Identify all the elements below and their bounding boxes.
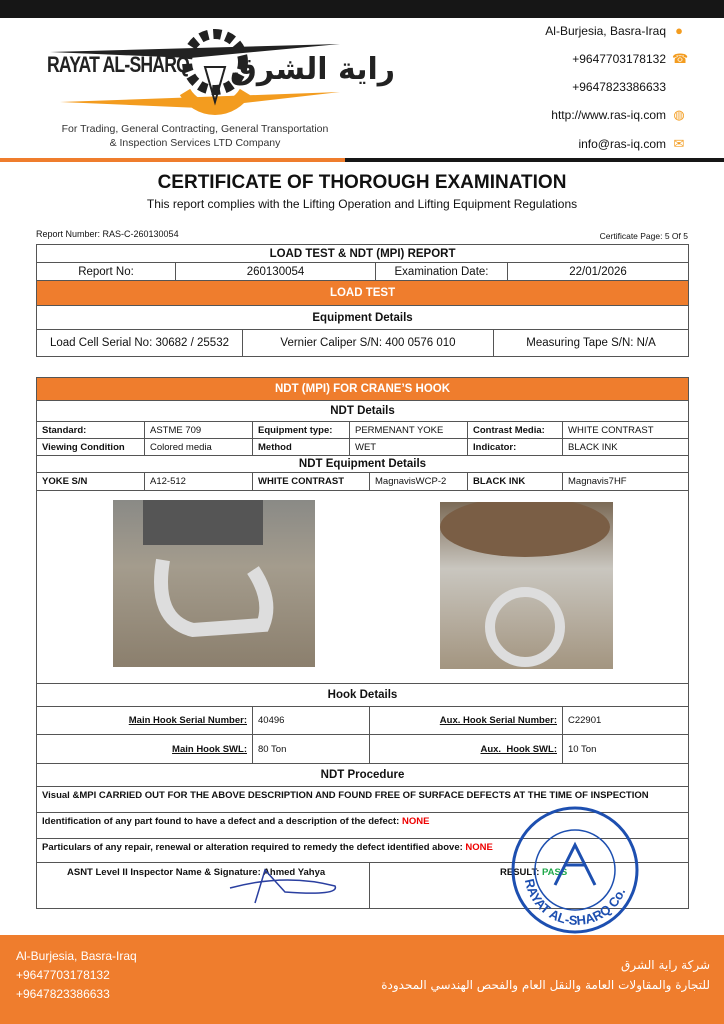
inspector-signature: ASNT Level II Inspector Name & Signature: Ahmed Yahya — [37, 863, 370, 909]
load-test-section: LOAD TEST — [37, 281, 689, 306]
ndt-procedure-heading: NDT Procedure — [37, 764, 689, 787]
company-tagline: For Trading, General Contracting, General Transportation & Inspection Services LTD Company — [61, 123, 329, 149]
certificate-page: Certificate Page: 5 Of 5 — [599, 231, 688, 241]
contact-phone-2: +9647823386633 — [572, 80, 666, 94]
equipment-details-heading: Equipment Details — [37, 306, 689, 330]
footer-arabic: شركة راية الشرق للتجارة والمقاولات العامة والنقل العام والفحص الهندسي المحدودة — [381, 958, 710, 992]
page-subtitle: This report complies with the Lifting Operation and Lifting Equipment Regulations — [146, 197, 578, 211]
report-no-label: Report No: — [37, 263, 176, 281]
logo-text-ar: راية الشرق — [230, 52, 396, 87]
hook-photo-main — [113, 500, 315, 667]
aux-hook-serial-label: Aux. Hook Serial Number: — [370, 707, 563, 735]
logo-text-en: RAYAT AL-SHARQ — [47, 52, 190, 77]
aux-hook-swl-value: 10 Ton — [563, 735, 689, 764]
aux-hook-swl-label: Aux. Hook SWL: — [370, 735, 563, 764]
white-contrast-value: MagnavisWCP-2 — [370, 473, 468, 491]
standard-value: ASTME 709 — [145, 422, 253, 439]
procedure-text: Visual &MPI CARRIED OUT FOR THE ABOVE DESCRIPTION AND FOUND FREE OF SURFACE DEFECTS AT THE TIME OF INSPECTION — [37, 787, 689, 813]
footer — [0, 935, 724, 1024]
contrast-media-value: WHITE CONTRAST — [563, 422, 689, 439]
main-hook-serial-label: Main Hook Serial Number: — [37, 707, 253, 735]
load-test-table — [36, 244, 689, 357]
contact-website[interactable]: http://www.ras-iq.com ◍ — [551, 107, 685, 122]
equipment-type-value: PERMENANT YOKE — [350, 422, 468, 439]
phone-icon: ☎ — [672, 51, 689, 66]
contrast-media-label: Contrast Media: — [468, 422, 563, 439]
top-bar — [0, 0, 724, 18]
hook-details-heading: Hook Details — [37, 684, 689, 707]
repair-particulars: Particulars of any repair, renewal or alteration required to remedy the defect identified above: NONE — [37, 839, 689, 863]
measuring-tape-serial: Measuring Tape S/N: N/A — [494, 330, 689, 357]
location-pin-icon: ● — [675, 23, 683, 38]
yoke-sn-value: A12-512 — [145, 473, 253, 491]
method-value: WET — [350, 439, 468, 456]
signature — [225, 868, 345, 908]
ndt-details-heading: NDT Details — [37, 401, 689, 422]
yoke-sn-label: YOKE S/N — [37, 473, 145, 491]
indicator-label: Indicator: — [468, 439, 563, 456]
vernier-caliper-serial: Vernier Caliper S/N: 400 0576 010 — [243, 330, 494, 357]
company-stamp — [510, 805, 640, 935]
indicator-value: BLACK INK — [563, 439, 689, 456]
hook-photo-aux — [440, 502, 613, 669]
mail-icon: ✉ — [673, 136, 685, 151]
viewing-condition-value: Colored media — [145, 439, 253, 456]
ndt-equipment-heading: NDT Equipment Details — [37, 456, 689, 473]
standard-label: Standard: — [37, 422, 145, 439]
load-cell-serial: Load Cell Serial No: 30682 / 25532 — [37, 330, 243, 357]
equipment-type-label: Equipment type: — [253, 422, 350, 439]
report-no-value: 260130054 — [176, 263, 376, 281]
main-hook-serial-value: 40496 — [253, 707, 370, 735]
contact-phone-1: +9647703178132 ☎ — [572, 51, 689, 66]
defect-identification: Identification of any part found to have a defect and a description of the defect: NONE — [37, 813, 689, 839]
header-divider-orange — [0, 158, 345, 162]
method-label: Method — [253, 439, 350, 456]
result: RESULT: PASS — [370, 863, 689, 909]
exam-date-label: Examination Date: — [376, 263, 508, 281]
black-ink-value: Magnavis7HF — [563, 473, 689, 491]
ndt-heading: NDT (MPI) FOR CRANE’S HOOK — [37, 378, 689, 401]
main-hook-swl-label: Main Hook SWL: — [37, 735, 253, 764]
contact-address: Al-Burjesia, Basra-Iraq ● — [545, 24, 686, 38]
header-divider-black — [345, 158, 724, 162]
page-title: CERTIFICATE OF THOROUGH EXAMINATION — [157, 172, 567, 193]
exam-date-value: 22/01/2026 — [508, 263, 689, 281]
contact-email[interactable]: info@ras-iq.com ✉ — [578, 136, 685, 151]
main-hook-swl-value: 80 Ton — [253, 735, 370, 764]
black-ink-label: BLACK INK — [468, 473, 563, 491]
svg-text:RAYAT AL-SHARQ Co.: RAYAT AL-SHARQ Co. — [521, 877, 629, 928]
report-number: Report Number: RAS-C-260130054 — [36, 229, 179, 239]
white-contrast-label: WHITE CONTRAST — [253, 473, 370, 491]
load-test-heading: LOAD TEST & NDT (MPI) REPORT — [37, 245, 689, 263]
globe-icon: ◍ — [673, 107, 685, 122]
aux-hook-serial-value: C22901 — [563, 707, 689, 735]
viewing-condition-label: Viewing Condition — [37, 439, 145, 456]
footer-contacts: Al-Burjesia, Basra-Iraq +9647703178132 +9647823386633 — [16, 949, 137, 1001]
